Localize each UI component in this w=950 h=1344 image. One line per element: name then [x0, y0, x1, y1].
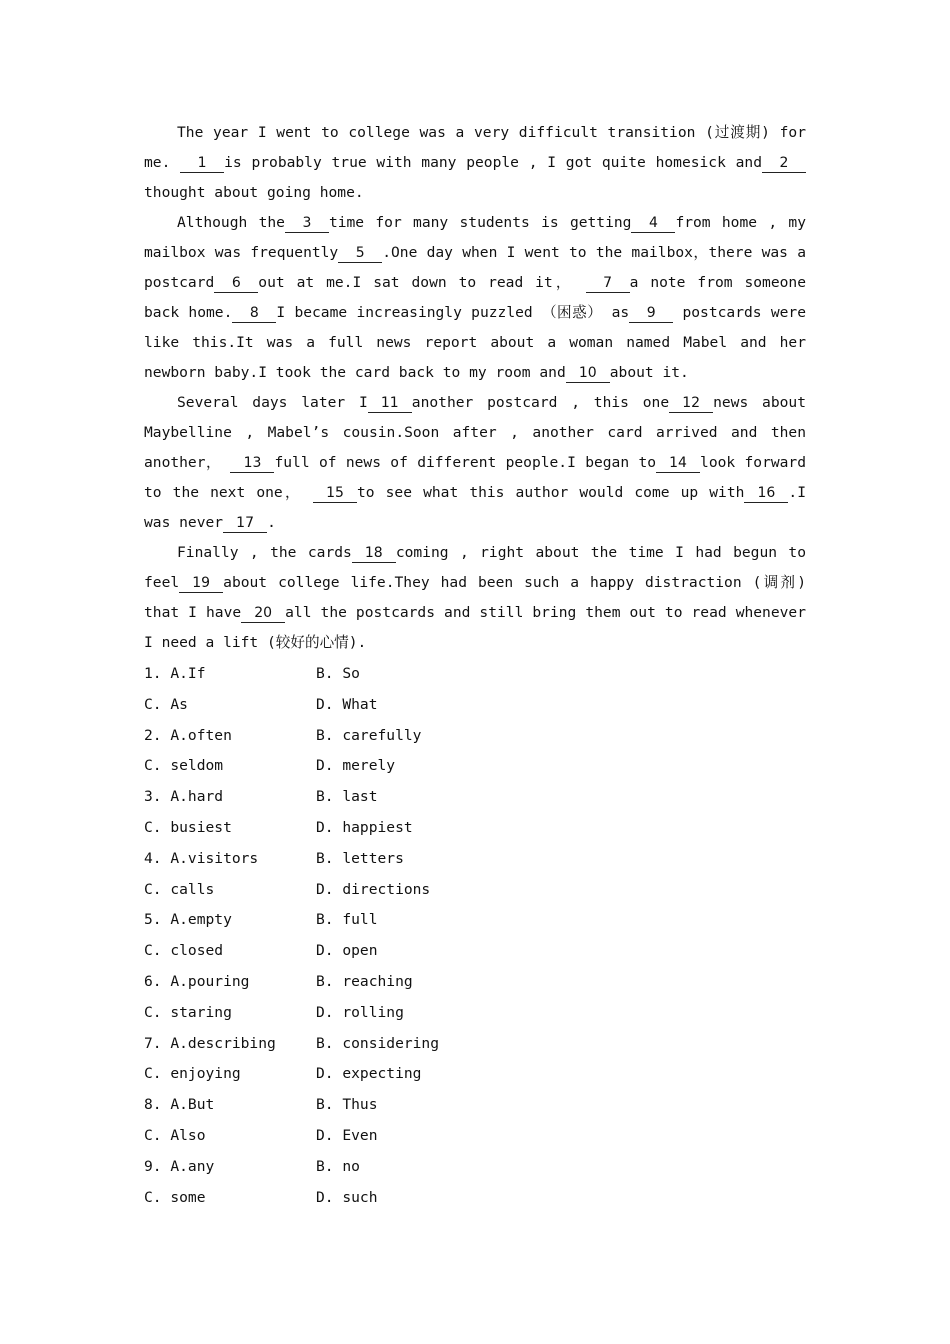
- passage-text: another postcard , this one: [411, 394, 670, 411]
- option-right[interactable]: D. What: [316, 695, 378, 713]
- option-row: [144, 844, 806, 875]
- passage-text: all the postcards and still bring them out to read whenever I need a lift (较好的心情).: [144, 604, 815, 651]
- passage-text: time for many students is getting: [328, 214, 632, 231]
- blank-17[interactable]: 17: [223, 514, 267, 533]
- option-row: [144, 875, 806, 906]
- passage-paragraph: [144, 208, 815, 388]
- option-row: [144, 1059, 806, 1090]
- option-row: [144, 1029, 806, 1060]
- option-row: [144, 690, 806, 721]
- option-left[interactable]: C. calls: [144, 880, 215, 898]
- option-left[interactable]: 9. A.any: [144, 1157, 215, 1175]
- passage-paragraph: [144, 538, 815, 658]
- passage-text: news about Maybelline , Mabel’s cousin.Soon after , another card arrived and then another，: [144, 394, 815, 471]
- option-left[interactable]: 8. A.But: [144, 1096, 215, 1114]
- option-row: [144, 967, 806, 998]
- option-right[interactable]: B. Thus: [316, 1096, 378, 1114]
- option-row: [144, 1090, 806, 1121]
- passage-text: .One day when I went to the mailbox，there was a postcard: [144, 244, 815, 291]
- option-right[interactable]: D. rolling: [316, 1003, 404, 1021]
- blank-10[interactable]: 10: [566, 364, 610, 383]
- option-row: [144, 936, 806, 967]
- option-right[interactable]: B. reaching: [316, 972, 413, 990]
- passage-text: coming , right about the time I had begun to feel: [144, 544, 815, 591]
- option-left[interactable]: C. enjoying: [144, 1065, 241, 1083]
- option-right[interactable]: D. happiest: [316, 818, 413, 836]
- passage-text: a note from someone back home.: [144, 274, 815, 321]
- blank-1[interactable]: 1: [180, 154, 224, 173]
- blank-11[interactable]: 11: [368, 394, 412, 413]
- option-row: [144, 782, 806, 813]
- passage-text: is probably true with many people , I got quite homesick and: [224, 154, 762, 171]
- option-left[interactable]: 5. A.empty: [144, 911, 232, 929]
- blank-4[interactable]: 4: [631, 214, 675, 233]
- option-right[interactable]: D. Even: [316, 1126, 378, 1144]
- option-left[interactable]: C. seldom: [144, 757, 224, 775]
- blank-2[interactable]: 2: [762, 154, 806, 173]
- blank-12[interactable]: 12: [669, 394, 713, 413]
- worksheet-page: [144, 118, 815, 1213]
- answer-options: [144, 659, 806, 1213]
- passage-text: about college life.They had been such a happy distraction (调剂) that I have: [144, 574, 815, 621]
- option-left[interactable]: 2. A.often: [144, 726, 232, 744]
- passage-text: Although the: [177, 214, 285, 231]
- blank-16[interactable]: 16: [744, 484, 788, 503]
- passage-text: The year I went to college was a very difficult transition (过渡期) for me.: [144, 124, 815, 171]
- blank-13[interactable]: 13: [230, 454, 274, 473]
- option-left[interactable]: C. Also: [144, 1126, 206, 1144]
- option-row: [144, 905, 806, 936]
- option-right[interactable]: D. directions: [316, 880, 431, 898]
- option-right[interactable]: B. considering: [316, 1034, 440, 1052]
- blank-18[interactable]: 18: [352, 544, 396, 563]
- option-row: [144, 1121, 806, 1152]
- passage-text: thought about going home.: [144, 184, 364, 201]
- option-row: [144, 1183, 806, 1214]
- option-row: [144, 721, 806, 752]
- option-right[interactable]: B. full: [316, 911, 378, 929]
- option-row: [144, 998, 806, 1029]
- passage-text: Several days later I: [177, 394, 368, 411]
- passage-text: .: [267, 514, 276, 531]
- blank-9[interactable]: 9: [629, 304, 673, 323]
- passage-text: I became increasingly puzzled （困惑） as: [276, 304, 630, 321]
- blank-19[interactable]: 19: [179, 574, 223, 593]
- option-row: [144, 813, 806, 844]
- option-left[interactable]: C. As: [144, 695, 188, 713]
- option-right[interactable]: D. merely: [316, 757, 396, 775]
- option-right[interactable]: B. carefully: [316, 726, 422, 744]
- option-row: [144, 659, 806, 690]
- passage-text: full of news of different people.I began to: [274, 454, 657, 471]
- option-right[interactable]: B. letters: [316, 849, 404, 867]
- passage-text: .I was never: [144, 484, 815, 531]
- option-right[interactable]: B. So: [316, 665, 360, 682]
- passage-text: to see what this author would come up with: [356, 484, 745, 501]
- passage-text: from home , my mailbox was frequently: [144, 214, 815, 261]
- option-left[interactable]: C. staring: [144, 1003, 232, 1021]
- option-right[interactable]: D. open: [316, 942, 378, 960]
- passage-text: postcards were like this.It was a full news report about a woman named Mabel and her newborn baby.I took the card back to my room and: [144, 304, 815, 381]
- blank-3[interactable]: 3: [285, 214, 329, 233]
- passage-text: Finally , the cards: [177, 544, 352, 561]
- option-right[interactable]: B. no: [316, 1157, 360, 1175]
- passage-text: look forward to the next one，: [144, 454, 815, 501]
- option-row: [144, 1152, 806, 1183]
- option-row: [144, 751, 806, 782]
- blank-7[interactable]: 7: [586, 274, 630, 293]
- passage-paragraph: [144, 388, 815, 538]
- blank-6[interactable]: 6: [214, 274, 258, 293]
- option-right[interactable]: B. last: [316, 788, 378, 806]
- blank-5[interactable]: 5: [338, 244, 382, 263]
- blank-20[interactable]: 20: [241, 604, 285, 623]
- option-left[interactable]: 1. A.If: [144, 665, 206, 682]
- option-left[interactable]: 7. A.describing: [144, 1034, 276, 1052]
- option-left[interactable]: 6. A.pouring: [144, 972, 250, 990]
- blank-14[interactable]: 14: [656, 454, 700, 473]
- option-left[interactable]: C. some: [144, 1188, 206, 1206]
- passage-text: about it.: [609, 364, 689, 381]
- option-left[interactable]: 3. A.hard: [144, 788, 224, 806]
- option-right[interactable]: D. such: [316, 1188, 378, 1206]
- option-left[interactable]: C. closed: [144, 942, 224, 960]
- passage-text: out at me.I sat down to read it，: [258, 274, 586, 291]
- blank-8[interactable]: 8: [232, 304, 276, 323]
- option-left[interactable]: 4. A.visitors: [144, 849, 259, 867]
- option-left[interactable]: C. busiest: [144, 818, 232, 836]
- blank-15[interactable]: 15: [313, 484, 357, 503]
- cloze-passage: [144, 118, 815, 658]
- passage-paragraph: [144, 118, 815, 208]
- option-right[interactable]: D. expecting: [316, 1065, 422, 1083]
